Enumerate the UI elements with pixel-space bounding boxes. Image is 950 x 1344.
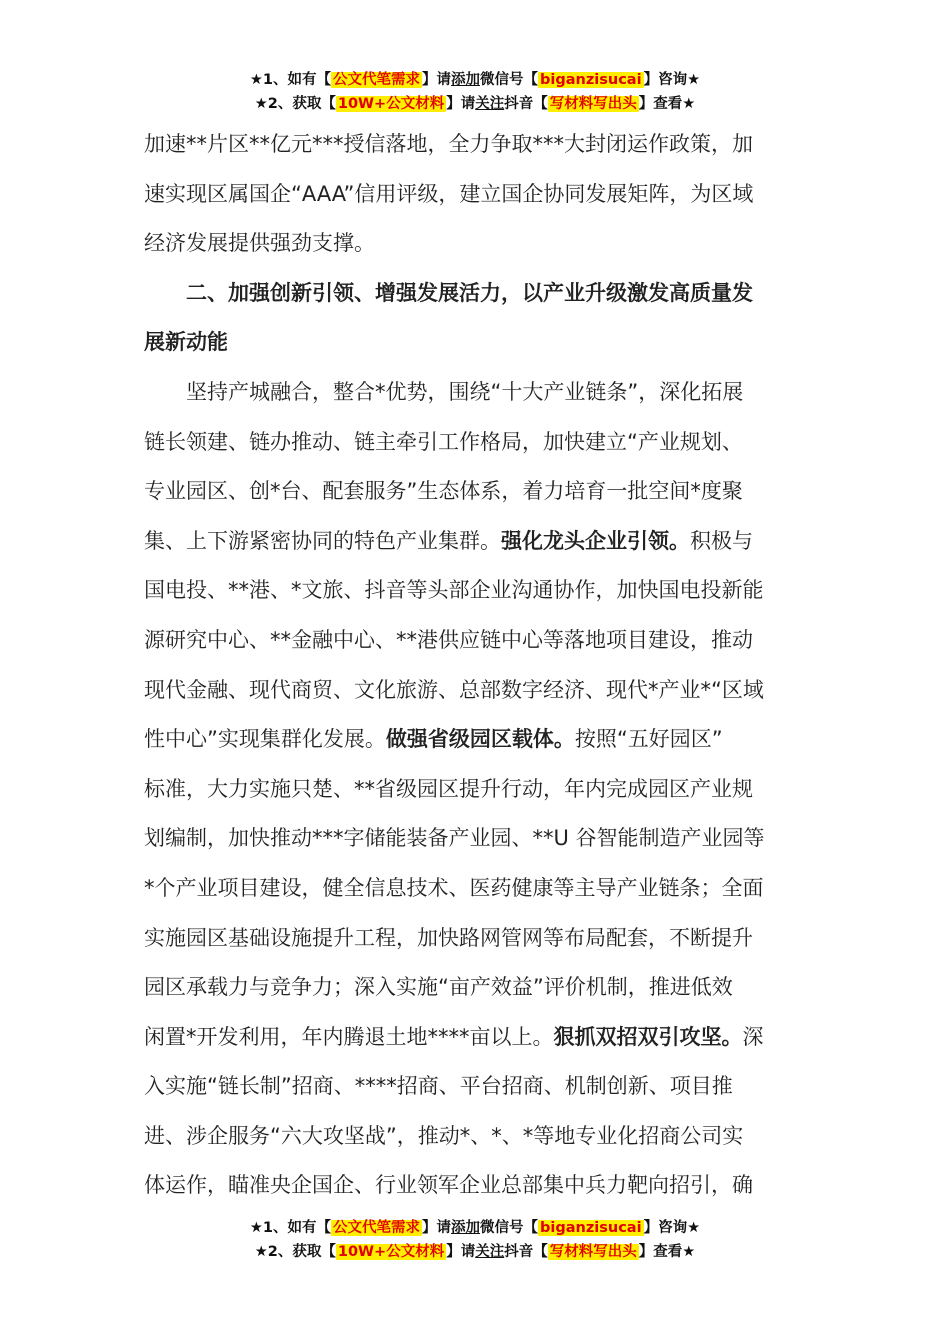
body-text: 性中心”实现集群化发展。 — [144, 727, 386, 752]
banner-line-2 — [0, 1240, 950, 1264]
body-line: 速实现区属国企“AAA”信用评级，建立国企协同发展矩阵，为区域 — [144, 181, 754, 206]
section-heading-cont: 展新动能 — [144, 330, 228, 355]
banner-line-1 — [0, 68, 950, 92]
highlight-wechat-id: biganzisucai — [540, 1220, 642, 1236]
banner-text: 抖音【 — [504, 1244, 548, 1260]
subheading-bold: 强化龙头企业引领。 — [501, 528, 690, 553]
body-line: 实施园区基础设施提升工程，加快路网管网等布局配套，不断提升 — [144, 925, 753, 950]
body-text: 深 — [742, 1024, 764, 1049]
banner-text: 】查看★ — [638, 96, 696, 112]
body-line: 坚持产城融合，整合*优势，围绕“十大产业链条”，深化拓展 — [144, 379, 744, 404]
banner-line-1 — [0, 1216, 950, 1240]
body-line: 专业园区、创*台、配套服务”生态体系，着力培育一批空间*度聚 — [144, 479, 743, 504]
body-line: 加速**片区**亿元***授信落地，全力争取***大封闭运作政策，加 — [144, 132, 753, 156]
body-line: 源研究中心、**金融中心、**港供应链中心等落地项目建设，推动 — [144, 627, 753, 652]
body-line: 经济发展提供强劲支撑。 — [144, 231, 375, 256]
body-text: 积极与 — [690, 528, 753, 553]
banner-underline-text: 关注 — [475, 1244, 505, 1260]
body-line — [144, 517, 808, 567]
banner-text: 】咨询★ — [643, 72, 701, 88]
body-text: 闲置*开发利用，年内腾退土地****亩以上。 — [144, 1024, 554, 1049]
banner-text: 】查看★ — [638, 1244, 696, 1260]
body-text: 集、上下游紧密协同的特色产业集群。 — [144, 528, 501, 553]
banner-text: ★2、获取【 — [254, 96, 336, 112]
banner-text: 微信号【 — [480, 72, 539, 88]
subheading-bold: 狠抓双招双引攻坚。 — [553, 1024, 743, 1049]
banner-text: ★1、如有【 — [249, 72, 332, 88]
body-line — [144, 715, 808, 765]
banner-text: 抖音【 — [504, 96, 548, 112]
highlight-materials: 10W+公文材料 — [337, 96, 445, 112]
highlight-service: 公文代笔需求 — [333, 72, 421, 88]
body-text: 按照“五好园区” — [574, 727, 723, 752]
body-line: 进、涉企服务“六大攻坚战”，推动*、*、*等地专业化招商公司实 — [144, 1123, 744, 1148]
subheading-bold: 做强省级园区载体。 — [385, 727, 575, 752]
banner-text: ★1、如有【 — [249, 1220, 332, 1236]
body-line: 体运作，瞄准央企国企、行业领军企业总部集中兵力靶向招引，确 — [144, 1173, 753, 1198]
banner-text: 】咨询★ — [643, 1220, 701, 1236]
banner-text: 】请 — [422, 1220, 452, 1236]
footer-banner — [0, 1216, 950, 1264]
document-body — [144, 120, 808, 1211]
body-line: 链长领建、链办推动、链主牵引工作格局，加快建立“产业规划、 — [144, 429, 743, 454]
body-line: *个产业项目建设，健全信息技术、医药健康等主导产业链条；全面 — [144, 875, 764, 900]
highlight-materials: 10W+公文材料 — [337, 1244, 445, 1260]
body-line: 标准，大力实施只楚、**省级园区提升行动，年内完成园区产业规 — [144, 776, 753, 801]
body-line: 园区承载力与竞争力；深入实施“亩产效益”评价机制，推进低效 — [144, 975, 733, 1000]
body-line: 现代金融、现代商贸、文化旅游、总部数字经济、现代*产业*“区域 — [144, 677, 764, 702]
body-line: 划编制，加快推动***字储能装备产业园、**U 谷智能制造产业园等 — [144, 826, 765, 851]
banner-line-2 — [0, 92, 950, 116]
banner-text: 微信号【 — [480, 1220, 539, 1236]
banner-text: 】请 — [446, 1244, 476, 1260]
body-line: 国电投、**港、*文旅、抖音等头部企业沟通协作，加快国电投新能 — [144, 578, 764, 603]
body-line — [144, 1013, 808, 1063]
banner-text: 】请 — [446, 96, 476, 112]
highlight-wechat-id: biganzisucai — [540, 72, 642, 88]
body-line: 入实施“链长制”招商、****招商、平台招商、机制创新、项目推 — [144, 1074, 733, 1099]
highlight-service: 公文代笔需求 — [333, 1220, 421, 1236]
highlight-douyin: 写材料写出头 — [549, 96, 637, 112]
banner-text: ★2、获取【 — [254, 1244, 336, 1260]
banner-underline-text: 添加 — [451, 72, 481, 88]
banner-text: 】请 — [422, 72, 452, 88]
section-heading: 二、加强创新引领、增强发展活力，以产业升级激发高质量发 — [144, 280, 753, 305]
header-banner — [0, 68, 950, 116]
banner-underline-text: 关注 — [475, 96, 505, 112]
banner-underline-text: 添加 — [451, 1220, 481, 1236]
highlight-douyin: 写材料写出头 — [549, 1244, 637, 1260]
